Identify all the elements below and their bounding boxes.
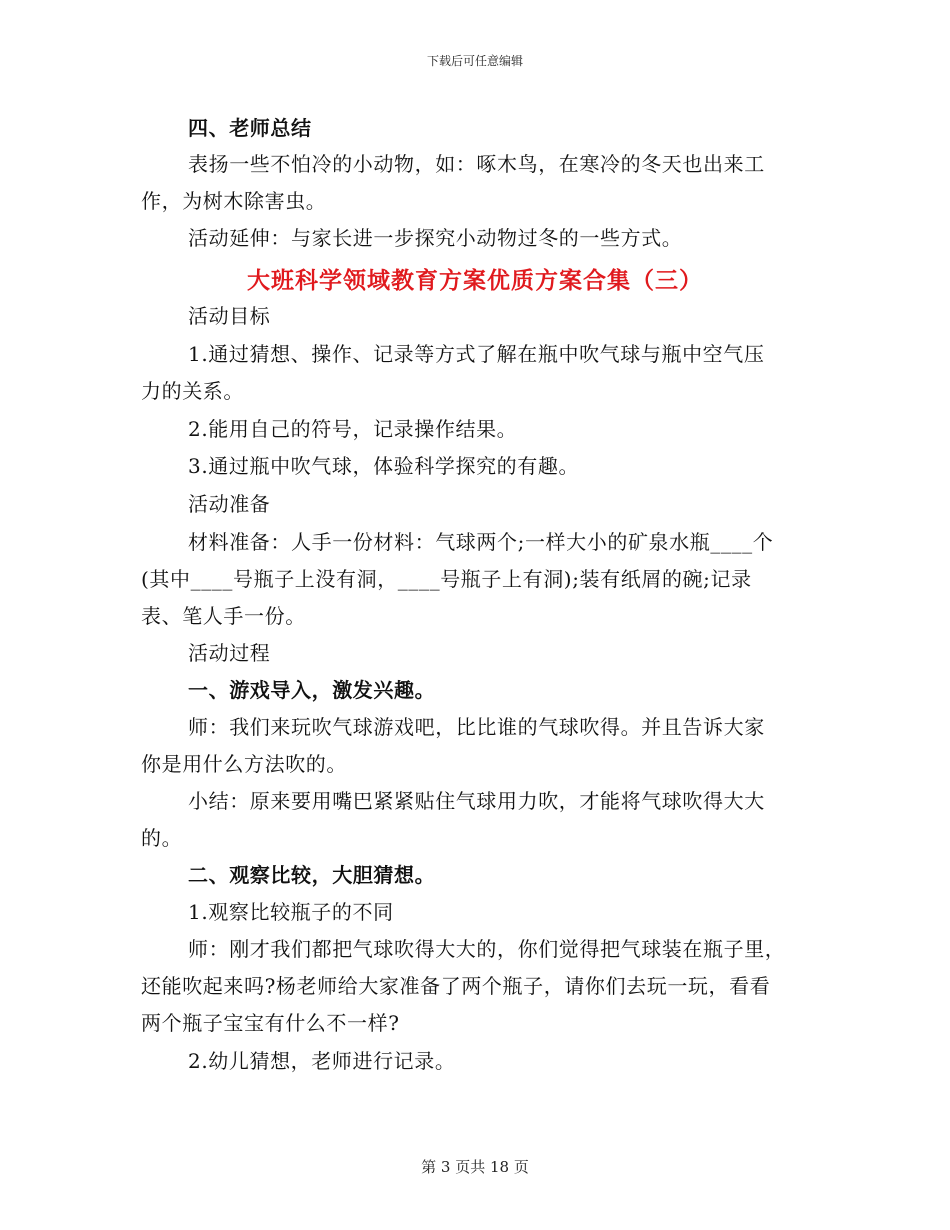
paragraph-line: 师：我们来玩吹气球游戏吧，比比谁的气球吹得。并且告诉大家: [188, 715, 765, 739]
section-heading: 二、观察比较，大胆猜想。: [188, 863, 436, 887]
paragraph-line: 你是用什么方法吹的。: [141, 752, 347, 776]
paragraph-line: 活动准备: [188, 492, 271, 516]
paragraph-line: 2.能用自己的符号，记录操作结果。: [188, 417, 518, 441]
paragraph-line: 1.通过猜想、操作、记录等方式了解在瓶中吹气球与瓶中空气压: [188, 342, 765, 366]
paragraph-line: 1.观察比较瓶子的不同: [188, 900, 394, 924]
paragraph-line: 还能吹起来吗?杨老师给大家准备了两个瓶子，请你们去玩一玩，看看: [141, 974, 771, 998]
paragraph-line: (其中____号瓶子上没有洞，____号瓶子上有洞);装有纸屑的碗;记录: [141, 567, 752, 591]
paragraph-line: 3.通过瓶中吹气球，体验科学探究的有趣。: [188, 454, 580, 478]
paragraph-line: 力的关系。: [141, 379, 244, 403]
paragraph-line: 两个瓶子宝宝有什么不一样?: [141, 1011, 400, 1035]
section-title: 大班科学领域教育方案优质方案合集（三）: [247, 268, 703, 294]
page-footer: 第 3 页共 18 页: [421, 1158, 529, 1176]
paragraph-line: 作，为树木除害虫。: [141, 189, 327, 213]
paragraph-line: 表、笔人手一份。: [141, 604, 306, 628]
paragraph-line: 表扬一些不怕冷的小动物，如：啄木鸟，在寒冷的冬天也出来工: [188, 152, 765, 176]
section-heading: 四、老师总结: [188, 116, 312, 140]
paragraph-line: 小结：原来要用嘴巴紧紧贴住气球用力吹，才能将气球吹得大大: [188, 789, 765, 813]
page-header: 下载后可任意编辑: [426, 54, 523, 68]
paragraph-line: 活动目标: [188, 304, 271, 328]
paragraph-line: 活动过程: [188, 641, 271, 665]
section-heading: 一、游戏导入，激发兴趣。: [188, 678, 436, 702]
paragraph-line: 的。: [141, 826, 183, 850]
paragraph-line: 师：刚才我们都把气球吹得大大的，你们觉得把气球装在瓶子里，: [188, 937, 786, 961]
paragraph-line: 材料准备：人手一份材料：气球两个;一样大小的矿泉水瓶____个: [188, 530, 774, 554]
paragraph-line: 2.幼儿猜想，老师进行记录。: [188, 1049, 456, 1073]
paragraph-line: 活动延伸：与家长进一步探究小动物过冬的一些方式。: [188, 226, 683, 250]
